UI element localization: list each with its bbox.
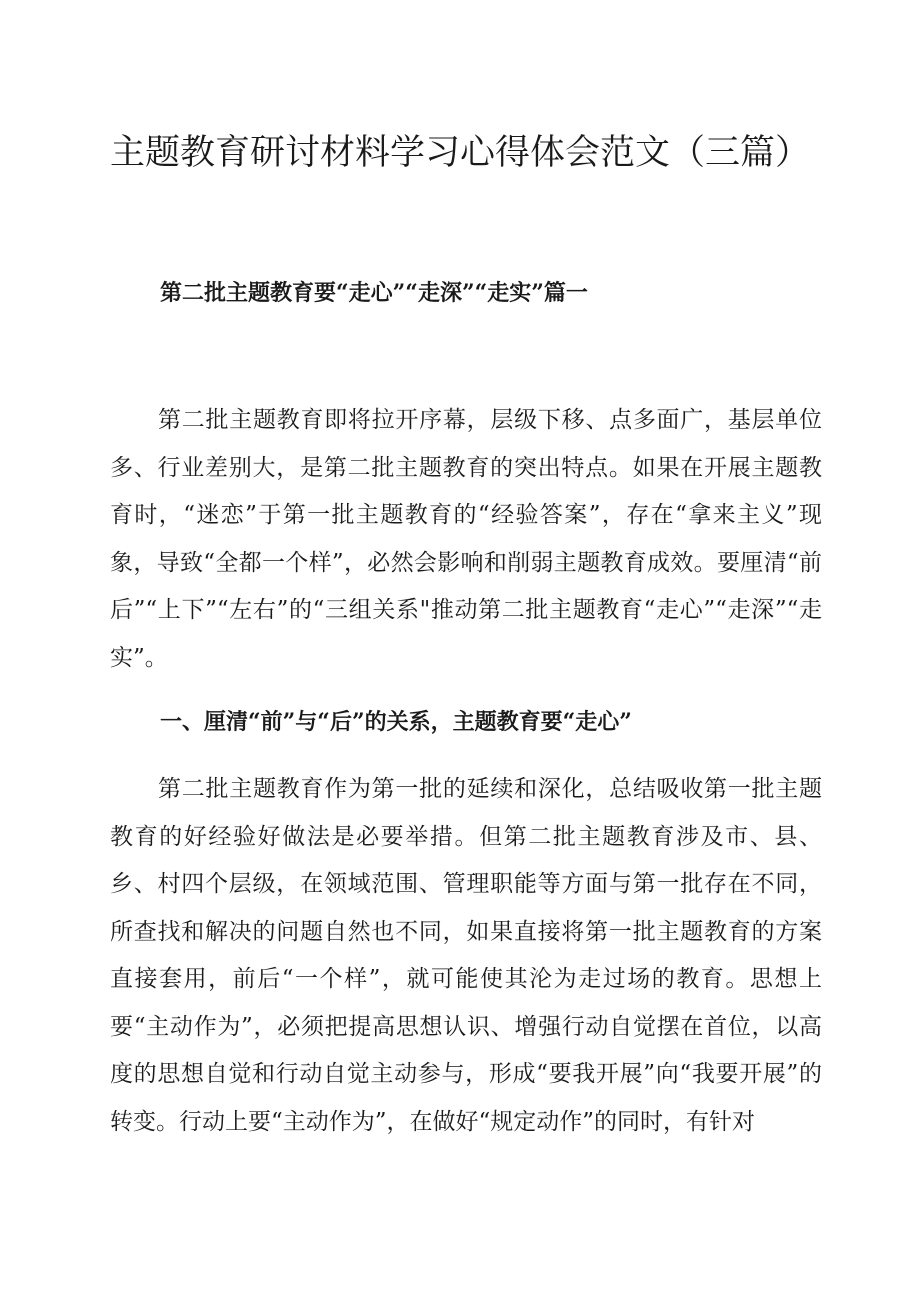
subheading-one: 一、厘清“前”与“后”的关系，主题教育要“走心” xyxy=(160,709,632,735)
section-title: 第二批主题教育要“走心”“走深”“走实”篇一 xyxy=(160,280,588,306)
body-paragraph-one: 第二批主题教育作为第一批的延续和深化，总结吸收第一批主题教育的好经验好做法是必要举措。但第二批主题教育涉及市、县、乡、村四个层级，在领域范围、管理职能等方面与第一批存在不同，所查找和解决的问题自然也不同，如果直接将第一批主题教育的方案直接套用，前后“一个样”，就可能使其沦为走过场的教育。思想上要“主动作为”，必须把提高思想认识、增强行动自觉摆在首位，以高度的思想自觉和行动自觉主动参与，形成“要我开展”向“我要开展”的转变。行动上要“主动作为”，在做好“规定动作”的同时，有针对 xyxy=(110,776,822,1135)
document-title: 主题教育研讨材料学习心得体会范文（三篇） xyxy=(110,133,811,173)
body-paragraph-intro: 第二批主题教育即将拉开序幕，层级下移、点多面广，基层单位多、行业差别大，是第二批主题教育的突出特点。如果在开展主题教育时，“迷恋”于第一批主题教育的“经验答案”，存在“拿来主义”现象，导致“全都一个样”，必然会影响和削弱主题教育成效。要厘清“前后”“上下”“左右”的“三组关系"推动第二批主题教育“走心”“走深”“走实”。 xyxy=(110,407,822,671)
